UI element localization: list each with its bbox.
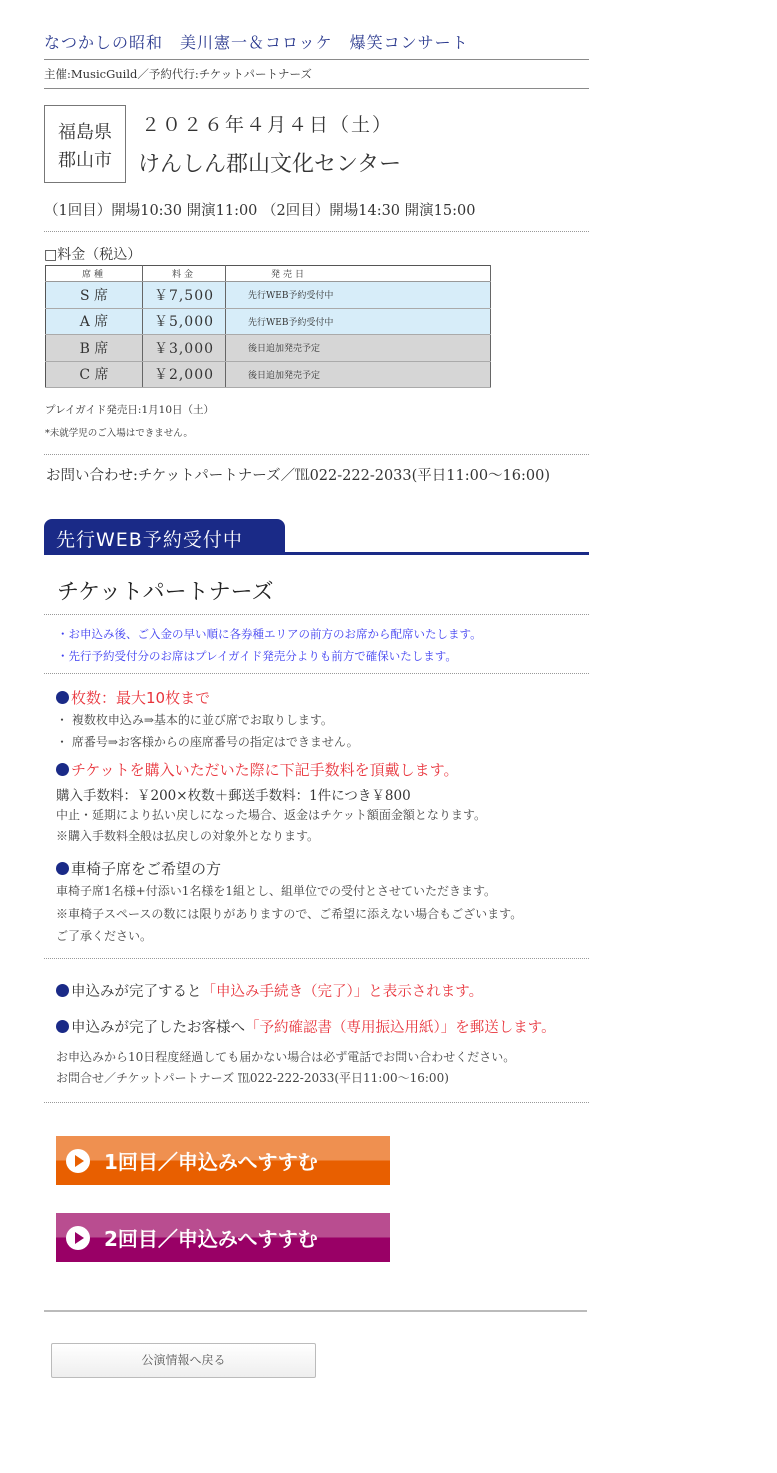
contact-line: お申込みから10日程度経過しても届かない場合は必ず電話でお問い合わせください。 — [56, 1050, 516, 1064]
tab-underline — [44, 552, 589, 555]
sale-status: 後日追加発売予定 — [226, 335, 491, 362]
priority-note: ・先行予約受付分のお席はプレイガイド発売分よりも前方で確保いたします。 — [57, 649, 457, 663]
completion-note: 申込みが完了すると「申込み手続き（完了）」と表示されます。 — [56, 980, 483, 1001]
inquiry-text: お問い合わせ:チケットパートナーズ／℡022-222-2033(平日11:00〜16:00) — [46, 468, 551, 484]
apply-first-show-button[interactable] — [56, 1136, 390, 1185]
table-row — [46, 308, 491, 335]
button-label: 2回目／申込みへすすむ — [104, 1227, 318, 1251]
fee-line: 購入手数料：￥200×枚数＋郵送手数料：1件につき￥800 — [56, 788, 411, 804]
seat: A 席 — [46, 308, 143, 335]
seating-note: ・お申込み後、ご入金の早い順に各券種エリアの前方のお席から配席いたします。 — [57, 627, 482, 641]
venue-name: けんしん郡山文化センター — [138, 152, 402, 177]
price: ￥7,500 — [143, 282, 226, 309]
divider — [44, 1310, 587, 1312]
agent-name: チケットパートナーズ — [57, 580, 274, 605]
play-icon — [66, 1226, 90, 1250]
price: ￥2,000 — [143, 361, 226, 388]
wheelchair-line: ※車椅子スペースの数には限りがありますので、ご希望に添えない場合もございます。 — [56, 907, 523, 921]
bullet-icon — [56, 862, 69, 875]
seat: B 席 — [46, 335, 143, 362]
show-times: （1回目）開場10:30 開演11:00 （2回目）開場14:30 開演15:00 — [44, 203, 476, 219]
play-icon — [66, 1149, 90, 1173]
sale-status: 後日追加発売予定 — [226, 361, 491, 388]
fee-line: ※購入手数料全般は払戻しの対象外となります。 — [56, 829, 320, 843]
organizer-text: 主催:MusicGuild／予約代行:チケットパートナーズ — [44, 67, 312, 81]
limit-line: ・ 席番号⇒お客様からの座席番号の指定はできません。 — [56, 735, 359, 749]
sale-status: 先行WEB予約受付中 — [226, 282, 491, 309]
city: 郡山市 — [58, 150, 112, 171]
age-note: *未就学児のご入場はできません。 — [45, 428, 193, 439]
pricing-label: □料金（税込） — [44, 247, 142, 263]
apply-second-show-button[interactable] — [56, 1213, 390, 1262]
sale-status: 先行WEB予約受付中 — [226, 308, 491, 335]
wheelchair-line: 車椅子席1名様+付添い1名様を1組とし、組単位での受付とさせていただきます。 — [56, 884, 497, 898]
prefecture: 福島県 — [58, 122, 112, 143]
fee-line: 中止・延期により払い戻しになった場合、返金はチケット額面金額となります。 — [56, 808, 486, 822]
bullet-icon — [56, 763, 69, 776]
limit-line: ・ 複数枚申込み⇒基本的に並び席でお取りします。 — [56, 713, 333, 727]
button-label: 1回目／申込みへすすむ — [104, 1150, 318, 1174]
web-presale-tab: 先行WEB予約受付中 — [44, 519, 285, 554]
playguide-date: プレイガイド発売日:1月10日（土） — [45, 404, 215, 416]
col-sale: 発売日 — [226, 266, 491, 282]
back-to-event-info-button[interactable]: 公演情報へ戻る — [51, 1343, 316, 1378]
fee-heading: チケットを購入いただいた際に下記手数料を頂戴します。 — [56, 759, 458, 780]
concert-title: なつかしの昭和 美川憲一＆コロッケ 爆笑コンサート — [44, 33, 469, 52]
ticket-limit-heading: 枚数：最大10枚まで — [56, 687, 210, 708]
bullet-icon — [56, 691, 69, 704]
seat: C 席 — [46, 361, 143, 388]
col-seat: 席種 — [46, 266, 143, 282]
wheelchair-heading: 車椅子席をご希望の方 — [56, 858, 221, 879]
wheelchair-line: ご了承ください。 — [56, 929, 153, 943]
price: ￥5,000 — [143, 308, 226, 335]
event-date: ２０２６年４月４日（土） — [141, 114, 394, 136]
price-table — [45, 265, 491, 388]
price: ￥3,000 — [143, 335, 226, 362]
location-box — [44, 105, 126, 183]
table-row — [46, 361, 491, 388]
table-row — [46, 282, 491, 309]
col-price: 料金 — [143, 266, 226, 282]
mailing-note: 申込みが完了したお客様へ「予約確認書（専用振込用紙）」を郵送します。 — [56, 1016, 556, 1037]
bullet-icon — [56, 984, 69, 997]
contact-line: お問合せ／チケットパートナーズ ℡022-222-2033(平日11:00〜16:00) — [56, 1071, 449, 1085]
bullet-icon — [56, 1020, 69, 1033]
seat: S 席 — [46, 282, 143, 309]
table-row — [46, 335, 491, 362]
